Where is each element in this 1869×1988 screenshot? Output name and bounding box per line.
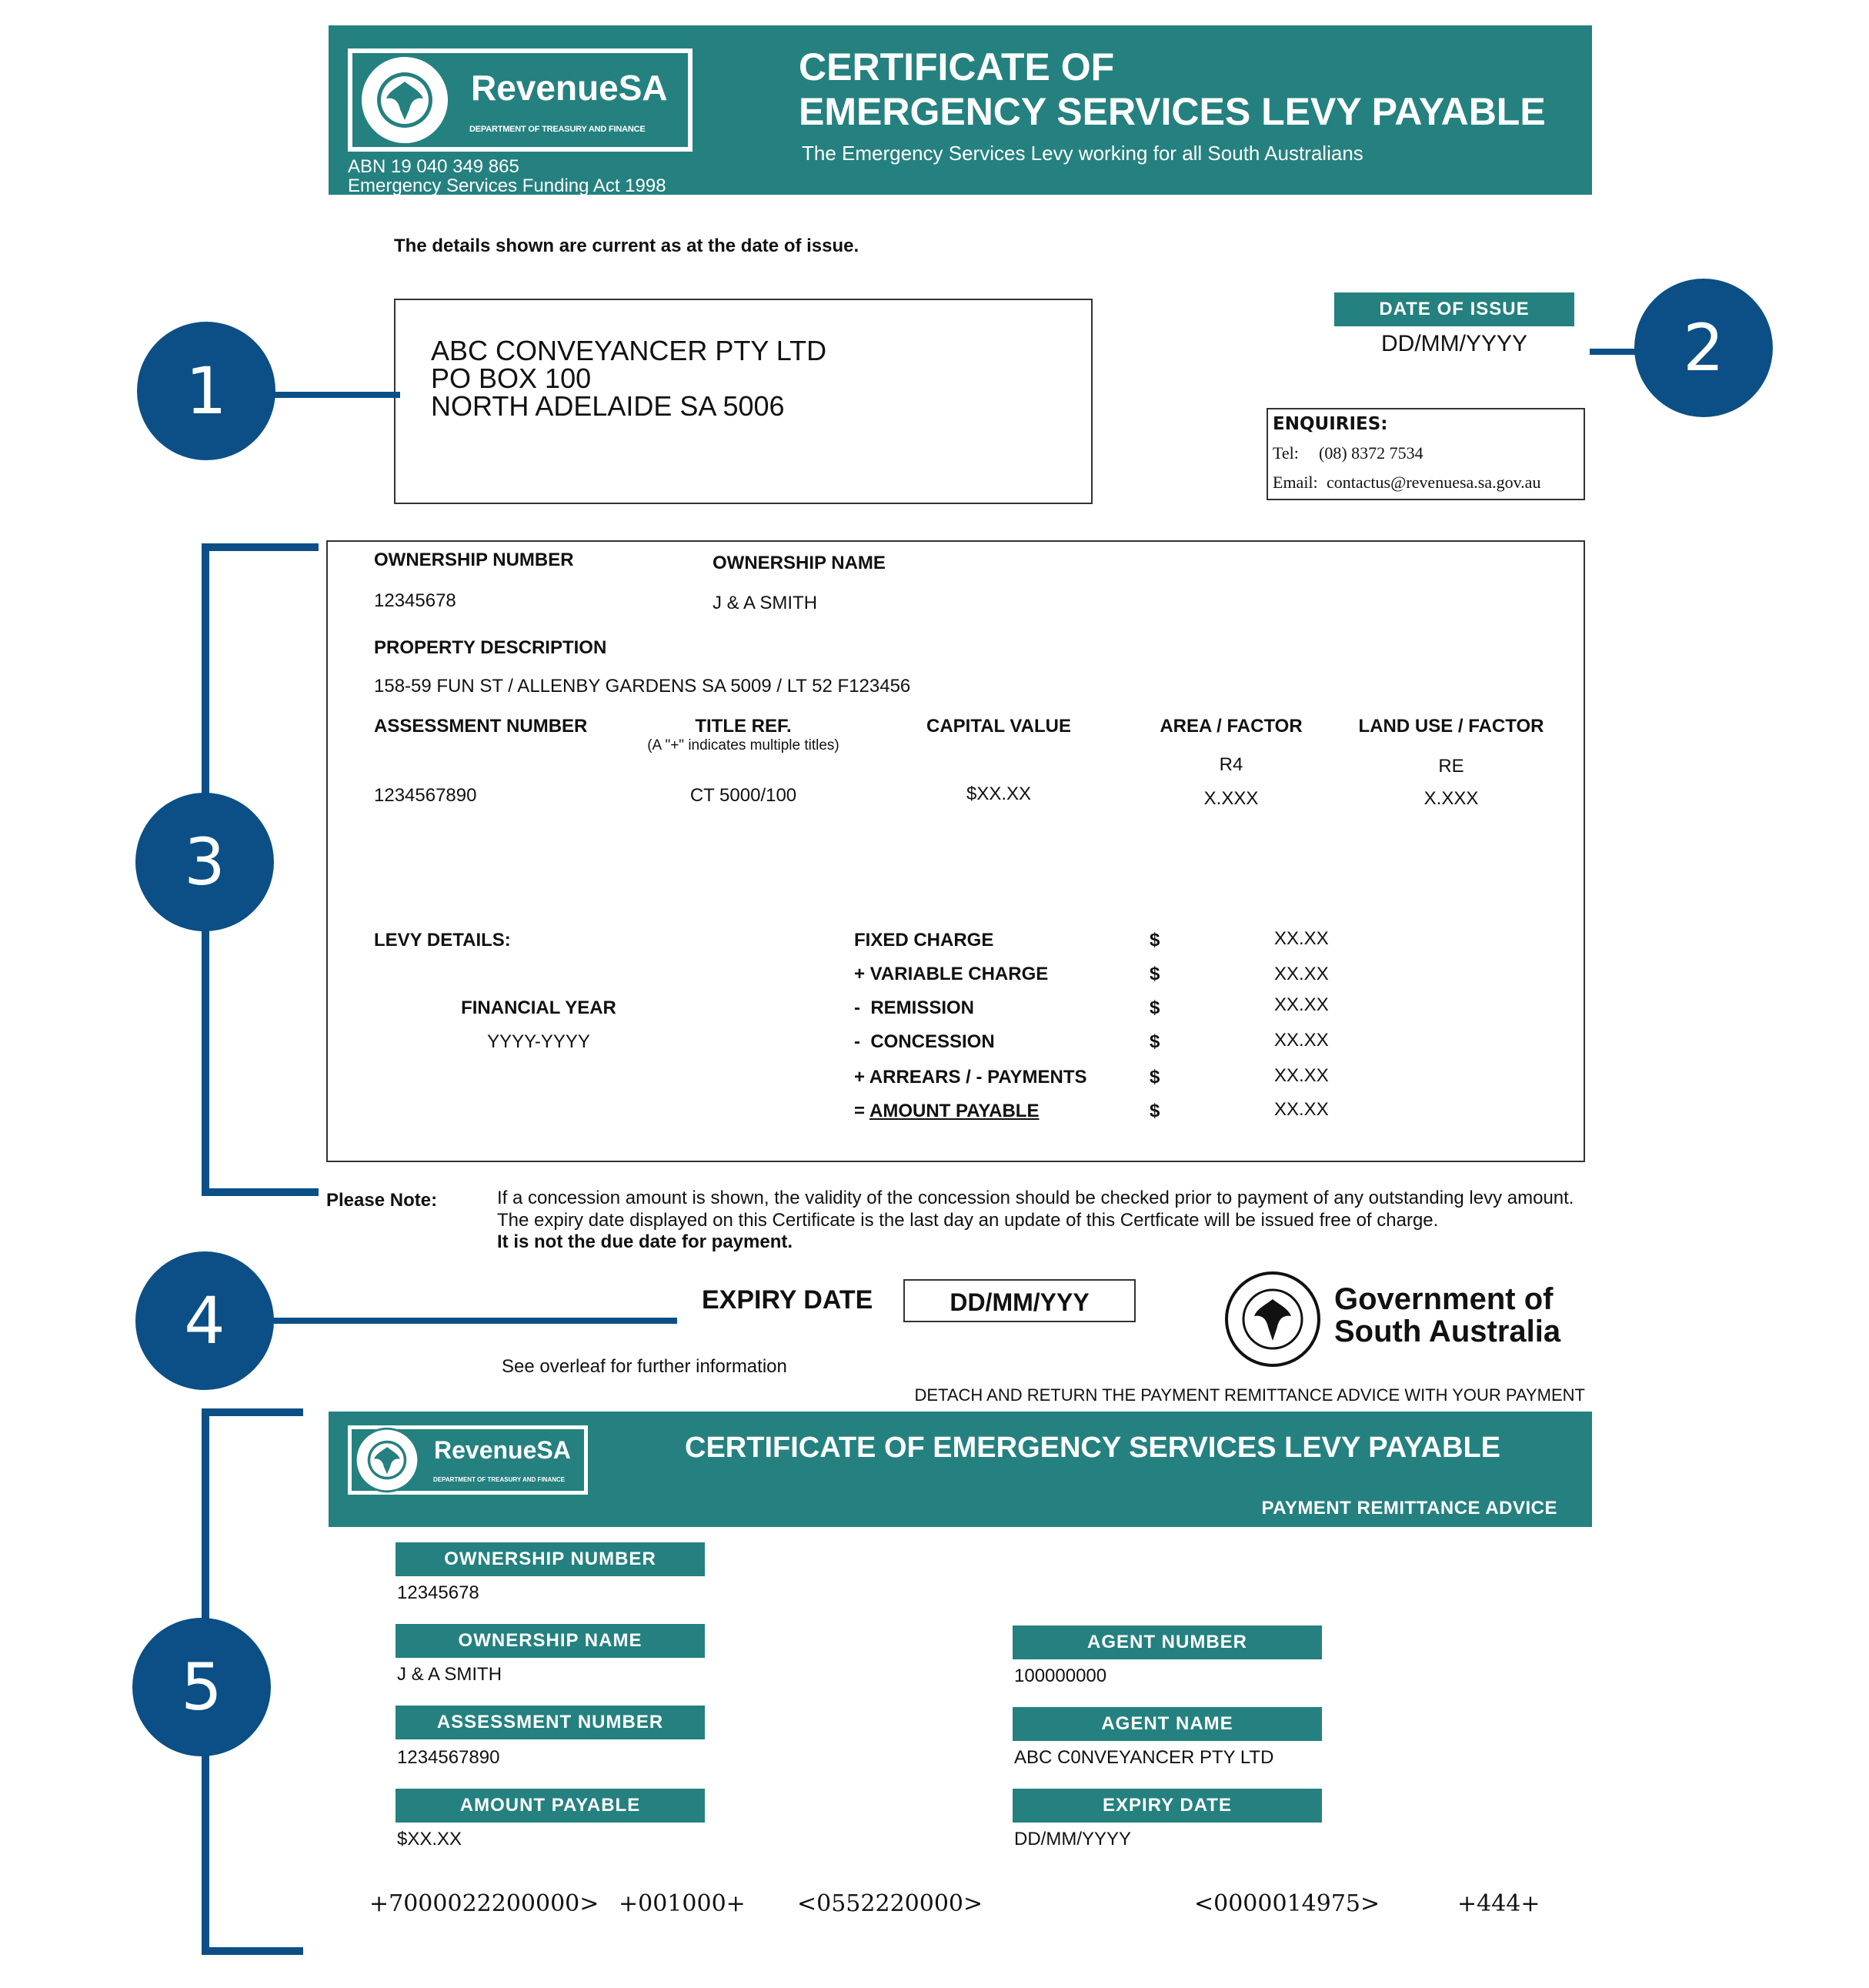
current-details-notice: The details shown are current as at the date of issue. [394,236,859,256]
tagline: The Emergency Services Levy working for all South Australians [802,142,1363,165]
logo-brand: RevenueSA [471,68,668,108]
agent-name-label: AGENT NAME [1013,1707,1322,1741]
levy-row-currency: $ [1150,1067,1160,1088]
expiry-date-label: EXPIRY DATE [702,1285,873,1315]
enquiries-box [1267,408,1585,500]
revenuesa-logo [348,48,693,152]
callout-3-badge: 3 [135,793,274,931]
capital-value-value: $XX.XX [966,784,1032,804]
levy-row-currency: $ [1150,1031,1160,1052]
levy-row-currency: $ [1150,930,1160,951]
certificate-title-line1: CERTIFICATE OF [799,45,1115,89]
area-factor-label: AREA / FACTOR [1160,716,1303,737]
financial-year-value: YYYY-YYYY [487,1031,590,1052]
levy-row-value: XX.XX [1274,1030,1329,1051]
remittance-ownership-name-label: OWNERSHIP NAME [395,1624,705,1658]
enquiries-tel: (08) 8372 7534 [1319,443,1423,463]
land-use-value: RE [1438,756,1464,777]
levy-row-value: XX.XX [1274,964,1329,984]
callout-5-badge: 5 [132,1618,271,1756]
please-note-bold: It is not the due date for payment. [497,1231,793,1252]
remittance-logo-brand: RevenueSA [434,1436,571,1464]
date-of-issue-value: DD/MM/YYYY [1380,331,1528,356]
government-name-line1: Government of [1334,1282,1554,1316]
address-line-3: NORTH ADELAIDE SA 5006 [431,390,785,422]
sa-seal-icon [352,1425,422,1495]
levy-row-value: XX.XX [1274,928,1329,949]
remittance-amount: $XX.XX [397,1829,462,1849]
remittance-logo-subtitle: DEPARTMENT OF TREASURY AND FINANCE [433,1476,566,1483]
ownership-name-label: OWNERSHIP NAME [713,553,886,573]
callout-4-badge: 4 [135,1251,274,1390]
area-value: R4 [1219,754,1243,775]
callout-1-connector [262,392,400,398]
remittance-ownership-number-label: OWNERSHIP NUMBER [395,1542,705,1576]
address-line-1: ABC CONVEYANCER PTY LTD [431,335,827,366]
remittance-assessment: 1234567890 [397,1747,500,1768]
land-use-factor-value: X.XXX [1423,788,1479,809]
callout-2-badge: 2 [1634,279,1773,417]
financial-year-label: FINANCIAL YEAR [461,997,616,1018]
capital-value-label: CAPITAL VALUE [926,716,1071,737]
sa-seal-icon [355,51,454,149]
remittance-ownership-name: J & A SMITH [397,1664,502,1685]
micr-code: +7000022200000> [369,1890,599,1917]
enquiries-email[interactable]: contactus@revenuesa.sa.gov.au [1327,473,1541,492]
expiry-date-value: DD/MM/YYY [950,1288,1090,1316]
enquiries-label: ENQUIRIES: [1273,414,1388,434]
title-ref-value: CT 5000/100 [689,785,797,806]
see-overleaf-text: See overleaf for further information [502,1356,787,1377]
abn-text: ABN 19 040 349 865 [348,156,519,177]
address-line-2: PO BOX 100 [431,363,592,394]
levy-details-label: LEVY DETAILS: [374,930,511,951]
government-name-line2: South Australia [1334,1315,1561,1348]
micr-code: +001000+ [619,1890,746,1917]
enquiries-email-label: Email: [1273,473,1318,492]
date-of-issue-label: DATE OF ISSUE [1334,292,1574,326]
remittance-amount-label: AMOUNT PAYABLE [395,1789,705,1823]
levy-row-value: XX.XX [1274,1065,1329,1086]
remittance-assessment-label: ASSESSMENT NUMBER [395,1706,705,1739]
ownership-number-label: OWNERSHIP NUMBER [374,550,574,570]
callout-5-bracket-bottom [202,1947,303,1955]
remittance-expiry-value: DD/MM/YYYY [1014,1829,1132,1849]
please-note-label: Please Note: [326,1190,438,1211]
levy-row-label: - CONCESSION [854,1031,995,1052]
amount-payable-currency: $ [1150,1101,1160,1121]
levy-row-currency: $ [1150,997,1160,1018]
agent-number-label: AGENT NUMBER [1013,1625,1322,1659]
micr-code: +444+ [1457,1890,1540,1917]
area-factor-value: X.XXX [1203,788,1259,809]
agent-name-value: ABC C0NVEYANCER PTY LTD [1014,1747,1274,1768]
property-description-label: PROPERTY DESCRIPTION [374,637,607,658]
callout-4-connector [266,1318,677,1324]
levy-row-label: FIXED CHARGE [854,930,994,951]
detach-instruction: DETACH AND RETURN THE PAYMENT REMITTANCE ADVICE WITH YOUR PAYMENT [914,1385,1585,1405]
levy-row-currency: $ [1150,964,1160,984]
property-description-value: 158-59 FUN ST / ALLENBY GARDENS SA 5009 / LT 52 F123456 [374,676,911,697]
remittance-title: CERTIFICATE OF EMERGENCY SERVICES LEVY PAYABLE [685,1432,1501,1464]
callout-3-bracket-bottom [202,1188,319,1196]
micr-code: <0000014975> [1194,1890,1380,1917]
micr-code: <0552220000> [797,1890,983,1917]
remittance-expiry-label: EXPIRY DATE [1013,1789,1322,1823]
levy-row-label: + ARREARS / - PAYMENTS [854,1067,1087,1088]
expiry-date-box [903,1279,1136,1322]
please-note-text: If a concession amount is shown, the validity of the concession should be checked prior to payment of any outstanding levy amount. The expiry date displayed on this Certificate is the last day an update of this Certficate will be issued free of charge. [497,1188,1574,1231]
certificate-title-line2: EMERGENCY SERVICES LEVY PAYABLE [799,90,1546,133]
levy-row-label: + VARIABLE CHARGE [854,964,1049,984]
title-ref-note: (A "+" indicates multiple titles) [647,737,839,753]
callout-3-bracket-top [202,543,319,551]
amount-payable-label: AMOUNT PAYABLE [869,1101,1040,1121]
amount-payable-prefix: = [854,1101,866,1121]
remittance-logo [348,1425,588,1495]
land-use-factor-label: LAND USE / FACTOR [1358,716,1544,737]
government-seal-icon [1223,1270,1322,1368]
remittance-subtitle: PAYMENT REMITTANCE ADVICE [1261,1498,1557,1519]
amount-payable-value: XX.XX [1274,1099,1329,1120]
agent-number-value: 100000000 [1014,1666,1107,1686]
act-text: Emergency Services Funding Act 1998 [348,175,666,196]
ownership-name-value: J & A SMITH [713,593,818,613]
callout-1-badge: 1 [137,322,275,460]
callout-5-bracket-top [202,1408,303,1416]
assessment-number-value: 1234567890 [374,785,477,806]
title-ref-label: TITLE REF. [695,716,792,737]
levy-row-label: - REMISSION [854,997,975,1018]
remittance-ownership-number: 12345678 [397,1582,479,1603]
assessment-number-label: ASSESSMENT NUMBER [374,716,588,737]
levy-row-value: XX.XX [1274,994,1329,1015]
address-box [394,299,1093,504]
logo-subtitle: DEPARTMENT OF TREASURY AND FINANCE [469,125,646,134]
enquiries-tel-label: Tel: [1273,443,1299,463]
ownership-number-value: 12345678 [374,590,456,611]
